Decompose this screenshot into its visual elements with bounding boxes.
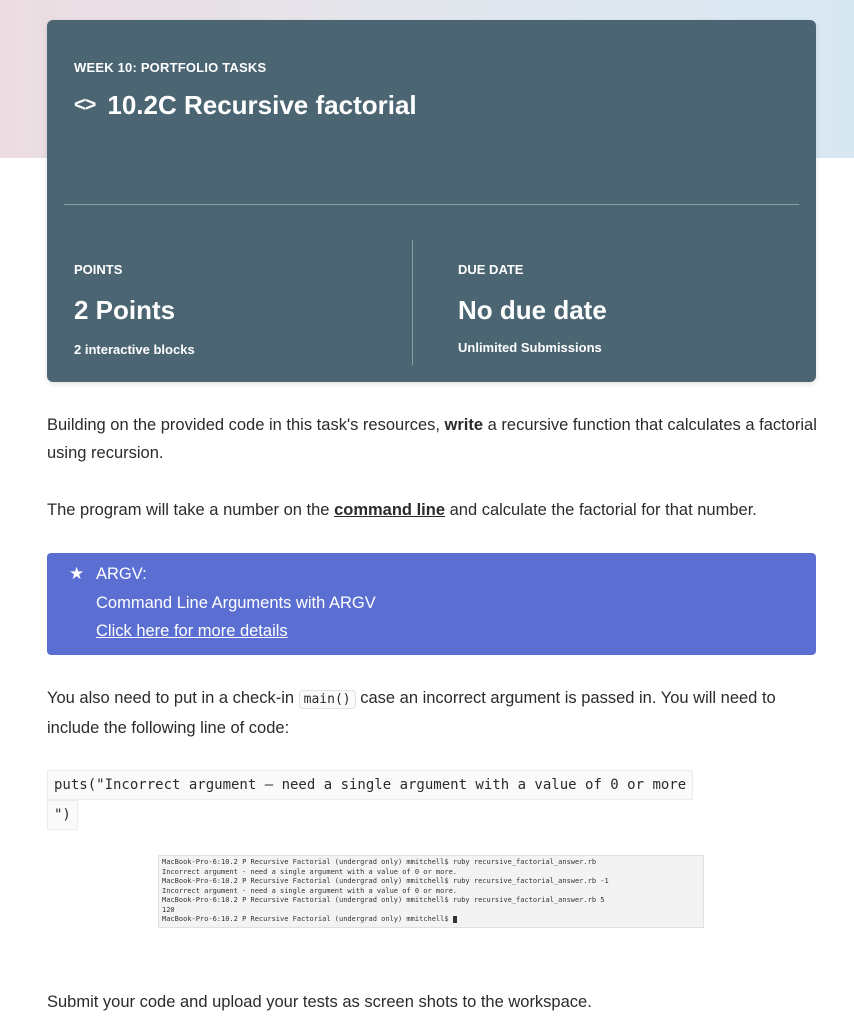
points-value: 2 Points — [74, 295, 176, 325]
task-title-row — [74, 90, 417, 121]
command-line-link[interactable]: command line — [334, 501, 446, 519]
task-description-paragraph — [47, 411, 817, 467]
submissions-info: Unlimited Submissions — [458, 340, 602, 355]
p2-text-end: and calculate the factorial for that number. — [445, 501, 757, 519]
code-icon: <> — [74, 94, 96, 116]
terminal-cursor — [453, 916, 457, 923]
p1-text-start: Building on the provided code in this task's resources, — [47, 416, 445, 434]
terminal-line: MacBook-Pro-6:10.2 P Recursive Factorial (undergrad only) mmitchell$ ruby recursive_factorial_answer.rb -1 — [162, 877, 609, 885]
argv-title: ARGV: — [96, 565, 147, 583]
p1-text-end: a recursive function that calculates a factorial using recursion. — [47, 416, 817, 462]
terminal-screenshot — [158, 855, 704, 928]
page-title: 10.2C Recursive factorial — [107, 90, 417, 120]
stats-divider — [412, 240, 413, 365]
submission-instructions: Submit your code and upload your tests as screen shots to the workspace. — [47, 993, 592, 1011]
interactive-blocks-count: 2 interactive blocks — [74, 342, 195, 357]
points-label: POINTS — [74, 262, 123, 277]
main-inline-code: main() — [299, 690, 356, 709]
terminal-line: Incorrect argument - need a single argument with a value of 0 or more. — [162, 867, 458, 876]
p3-text-start: You also need to put in a check-in — [47, 689, 299, 707]
command-line-paragraph — [47, 496, 817, 524]
argv-info-box — [47, 553, 816, 655]
code-block — [47, 770, 707, 830]
terminal-line: 120 — [162, 905, 175, 914]
due-date-stat — [458, 262, 607, 355]
due-date-value: No due date — [458, 295, 607, 325]
argv-description: Command Line Arguments with ARGV — [96, 594, 376, 612]
code-line-2: ") — [47, 800, 78, 830]
terminal-line: MacBook-Pro-6:10.2 P Recursive Factorial (undergrad only) mmitchell$ ruby recursive_factorial_answer.rb 5 — [162, 896, 605, 904]
terminal-line: MacBook-Pro-6:10.2 P Recursive Factorial (undergrad only) mmitchell$ — [162, 915, 453, 923]
argv-details-link[interactable]: Click here for more details — [96, 622, 288, 640]
star-icon: ★ — [69, 564, 85, 583]
terminal-line: Incorrect argument - need a single argument with a value of 0 or more. — [162, 886, 458, 895]
p3-text-end: case an incorrect argument is passed in. You will need to include the following line of code: — [47, 689, 776, 737]
points-stat — [74, 262, 195, 357]
task-header-card — [47, 20, 816, 382]
due-date-label: DUE DATE — [458, 262, 524, 277]
p1-bold-word: write — [444, 416, 484, 434]
terminal-line: MacBook-Pro-6:10.2 P Recursive Factorial (undergrad only) mmitchell$ ruby recursive_factorial_answer.rb — [162, 858, 597, 866]
terminal-prompt-line — [162, 915, 700, 925]
header-divider — [64, 204, 799, 205]
p2-text-start: The program will take a number on the — [47, 501, 335, 519]
check-in-paragraph — [47, 684, 817, 742]
code-line-1: puts("Incorrect argument – need a single argument with a value of 0 or more — [47, 770, 693, 800]
week-label: WEEK 10: PORTFOLIO TASKS — [74, 60, 267, 75]
